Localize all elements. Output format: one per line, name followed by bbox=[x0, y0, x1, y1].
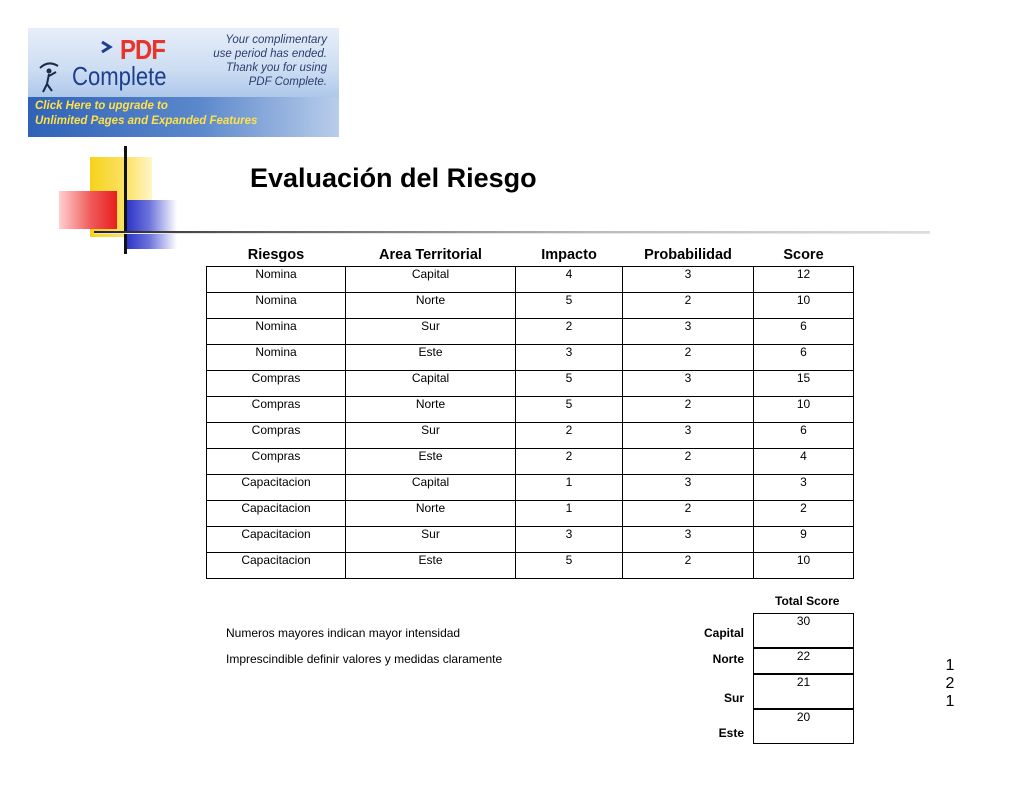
cell-area: Este bbox=[346, 553, 516, 579]
cell-score: 12 bbox=[754, 267, 854, 293]
column-header-probabilidad: Probabilidad bbox=[644, 246, 732, 263]
cell-probabilidad: 3 bbox=[623, 423, 754, 449]
column-header-score: Score bbox=[783, 246, 824, 263]
total-score-header: Total Score bbox=[775, 594, 840, 608]
cell-probabilidad: 3 bbox=[623, 267, 754, 293]
banner-message-line: use period has ended. bbox=[213, 48, 327, 60]
cell-riesgo: Capacitacion bbox=[207, 475, 346, 501]
table-row bbox=[207, 345, 854, 371]
table-row bbox=[207, 397, 854, 423]
cell-impacto: 2 bbox=[516, 449, 623, 475]
table-row bbox=[207, 553, 854, 579]
table-row bbox=[207, 423, 854, 449]
cell-impacto: 2 bbox=[516, 319, 623, 345]
total-score-box-norte: 22 bbox=[753, 648, 854, 674]
cell-score: 10 bbox=[754, 553, 854, 579]
table-row bbox=[207, 475, 854, 501]
table-row bbox=[207, 371, 854, 397]
cell-area: Capital bbox=[346, 371, 516, 397]
total-region-label-capital: Capital bbox=[703, 626, 744, 640]
banner-message bbox=[177, 33, 327, 89]
cell-probabilidad: 2 bbox=[623, 397, 754, 423]
cell-impacto: 1 bbox=[516, 501, 623, 527]
total-score-box-este: 20 bbox=[753, 709, 854, 744]
page-number-digit: 1 bbox=[945, 693, 955, 710]
banner-logo-complete: Complete bbox=[72, 61, 167, 91]
cell-impacto: 5 bbox=[516, 397, 623, 423]
cell-riesgo: Nomina bbox=[207, 293, 346, 319]
cell-riesgo: Capacitacion bbox=[207, 553, 346, 579]
cell-area: Sur bbox=[346, 527, 516, 553]
cell-area: Este bbox=[346, 449, 516, 475]
banner-message-line: PDF Complete. bbox=[248, 76, 327, 88]
cell-probabilidad: 3 bbox=[623, 319, 754, 345]
cell-score: 6 bbox=[754, 423, 854, 449]
cell-riesgo: Nomina bbox=[207, 267, 346, 293]
cell-riesgo: Compras bbox=[207, 371, 346, 397]
cell-impacto: 3 bbox=[516, 345, 623, 371]
cell-area: Norte bbox=[346, 397, 516, 423]
cell-area: Capital bbox=[346, 475, 516, 501]
cell-riesgo: Nomina bbox=[207, 345, 346, 371]
umbrella-figure-icon bbox=[34, 58, 74, 94]
table-row bbox=[207, 501, 854, 527]
cell-impacto: 4 bbox=[516, 267, 623, 293]
cell-riesgo: Compras bbox=[207, 397, 346, 423]
decorative-blue-square bbox=[127, 200, 177, 249]
cell-impacto: 1 bbox=[516, 475, 623, 501]
pdf-complete-upgrade-banner[interactable] bbox=[28, 28, 339, 137]
column-header-area-territorial: Area Territorial bbox=[379, 246, 482, 263]
risk-table bbox=[206, 243, 854, 579]
cell-score: 6 bbox=[754, 319, 854, 345]
upgrade-link[interactable] bbox=[35, 99, 257, 129]
page-number-digit: 1 bbox=[945, 657, 955, 674]
cell-probabilidad: 2 bbox=[623, 345, 754, 371]
banner-logo-pdf: PDF bbox=[120, 34, 166, 65]
cell-impacto: 5 bbox=[516, 293, 623, 319]
cell-area: Norte bbox=[346, 501, 516, 527]
total-region-label-norte: Norte bbox=[712, 652, 744, 666]
page-number bbox=[943, 657, 957, 711]
total-score-box-sur: 21 bbox=[753, 674, 854, 709]
cell-riesgo: Capacitacion bbox=[207, 527, 346, 553]
upgrade-link-line[interactable]: Click Here to upgrade to bbox=[35, 100, 168, 112]
cell-score: 9 bbox=[754, 527, 854, 553]
decorative-horizontal-rule-shadow bbox=[94, 233, 930, 234]
banner-message-line: Thank you for using bbox=[225, 62, 327, 74]
cell-impacto: 2 bbox=[516, 423, 623, 449]
table-header-row bbox=[207, 243, 854, 267]
cell-riesgo: Capacitacion bbox=[207, 501, 346, 527]
column-header-impacto: Impacto bbox=[541, 246, 597, 263]
column-header-riesgos: Riesgos bbox=[247, 246, 305, 263]
cell-riesgo: Compras bbox=[207, 449, 346, 475]
note-definitions: Imprescindible definir valores y medidas claramente bbox=[226, 652, 503, 666]
total-region-label-este: Este bbox=[718, 726, 744, 740]
cell-impacto: 5 bbox=[516, 553, 623, 579]
cell-probabilidad: 2 bbox=[623, 501, 754, 527]
note-intensity: Numeros mayores indican mayor intensidad bbox=[226, 626, 461, 640]
cell-score: 10 bbox=[754, 293, 854, 319]
upgrade-link-line[interactable]: Unlimited Pages and Expanded Features bbox=[35, 115, 258, 127]
cell-probabilidad: 3 bbox=[623, 475, 754, 501]
cell-probabilidad: 3 bbox=[623, 371, 754, 397]
pdf-logo-arrows-icon bbox=[100, 38, 120, 60]
cell-riesgo: Compras bbox=[207, 423, 346, 449]
table-row bbox=[207, 293, 854, 319]
total-score-box-capital: 30 bbox=[753, 613, 854, 648]
table-row bbox=[207, 319, 854, 345]
decorative-red-square bbox=[59, 191, 117, 229]
decorative-vertical-line bbox=[124, 146, 127, 254]
cell-area: Norte bbox=[346, 293, 516, 319]
cell-area: Sur bbox=[346, 319, 516, 345]
cell-score: 2 bbox=[754, 501, 854, 527]
cell-impacto: 3 bbox=[516, 527, 623, 553]
total-region-label-sur: Sur bbox=[723, 691, 744, 705]
banner-message-line: Your complimentary bbox=[225, 34, 327, 46]
cell-area: Este bbox=[346, 345, 516, 371]
cell-probabilidad: 2 bbox=[623, 553, 754, 579]
cell-score: 4 bbox=[754, 449, 854, 475]
cell-score: 3 bbox=[754, 475, 854, 501]
slide-title: Evaluación del Riesgo bbox=[250, 163, 537, 193]
page-number-digit: 2 bbox=[945, 675, 955, 692]
cell-score: 15 bbox=[754, 371, 854, 397]
cell-probabilidad: 2 bbox=[623, 293, 754, 319]
cell-probabilidad: 2 bbox=[623, 449, 754, 475]
cell-area: Capital bbox=[346, 267, 516, 293]
cell-riesgo: Nomina bbox=[207, 319, 346, 345]
cell-score: 6 bbox=[754, 345, 854, 371]
cell-score: 10 bbox=[754, 397, 854, 423]
cell-impacto: 5 bbox=[516, 371, 623, 397]
table-row bbox=[207, 449, 854, 475]
cell-area: Sur bbox=[346, 423, 516, 449]
table-row bbox=[207, 527, 854, 553]
cell-probabilidad: 3 bbox=[623, 527, 754, 553]
table-row bbox=[207, 267, 854, 293]
